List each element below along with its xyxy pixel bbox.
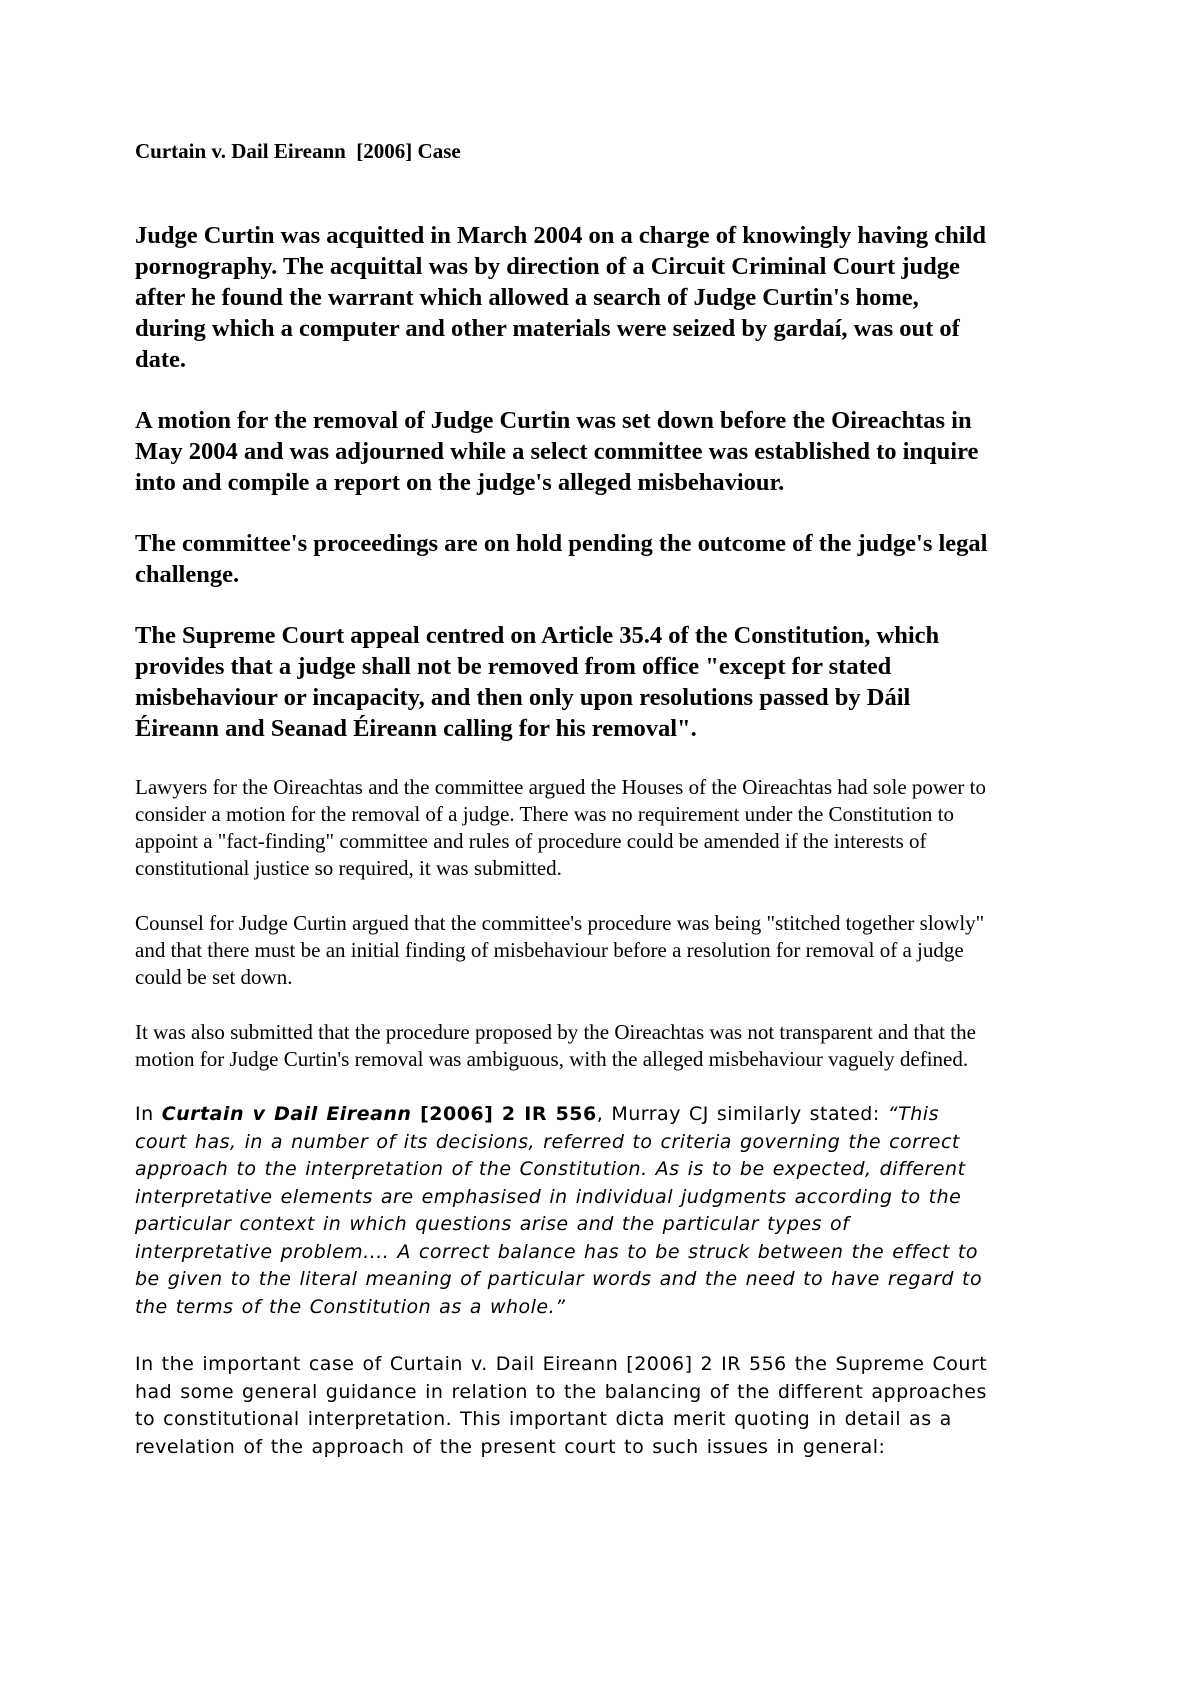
case-name: Curtain v Dail Eireann bbox=[161, 1103, 412, 1125]
paragraph-procedure-transparency: It was also submitted that the procedure proposed by the Oireachtas was not transparent and that the motion for Judge Curtin's removal was ambiguous, with the alleged misbehaviour vaguely defined. bbox=[135, 1020, 976, 1071]
paragraph-supreme-court-appeal: The Supreme Court appeal centred on Article 35.4 of the Constitution, which provides that a judge shall not be removed from office "except for stated misbehaviour or incapacity, and then only upon resolutions passed by Dáil Éireann and Seanad Éireann calling for his removal". bbox=[135, 622, 940, 742]
document-title: Curtain v. Dail Eireann [2006] Case bbox=[135, 139, 461, 163]
paragraph-proceedings-on-hold: The committee's proceedings are on hold pending the outcome of the judge's legal challenge. bbox=[135, 530, 988, 588]
citation-mid-text: , Murray CJ similarly stated: bbox=[596, 1103, 888, 1125]
paragraph-closing-guidance: In the important case of Curtain v. Dail Eireann [2006] 2 IR 556 the Supreme Court had some general guidance in relation to the balancing of the different approaches to constitutional interpretation. This important dicta merit quoting in detail as a revelation of the approach of the present court to such issues in general: bbox=[135, 1353, 988, 1458]
paragraph-oireachtas-lawyers: Lawyers for the Oireachtas and the committee argued the Houses of the Oireachtas had sole power to consider a motion for the removal of a judge. There was no requirement under the Constitution to appoint a "fact-finding" committee and rules of procedure could be amended if the interests of constitutional justice so required, it was submitted. bbox=[135, 775, 986, 880]
paragraph-removal-motion: A motion for the removal of Judge Curtin was set down before the Oireachtas in May 2004 and was adjourned while a select committee was established to inquire into and compile a report on the judge's alleged misbehaviour. bbox=[135, 407, 979, 496]
citation-prefix: In bbox=[135, 1103, 162, 1125]
paragraph-acquittal: Judge Curtin was acquitted in March 2004 on a charge of knowingly having child pornography. The acquittal was by direction of a Circuit Criminal Court judge after he found the warrant which allowed a search of Judge Curtin's home, during which a computer and other materials were seized by gardaí, was out of date. bbox=[135, 222, 987, 373]
quote-text: “This court has, in a number of its decisions, referred to criteria governing the correct approach to the interpretation of the Constitution. As is to be expected, different interpretative elements are emphasised in individual judgments according to the particular context in which questions arise and the particular types of interpretative problem.... A correct balance has to be struck between the effect to be given to the literal meaning of particular words and the need to have regard to the terms of the Constitution as a whole.” bbox=[135, 1103, 983, 1318]
citation-ref: [2006] 2 IR 556 bbox=[411, 1103, 597, 1125]
paragraph-curtin-counsel: Counsel for Judge Curtin argued that the committee's procedure was being "stitched together slowly" and that there must be an initial finding of misbehaviour before a resolution for removal of a judge could be set down. bbox=[135, 911, 985, 989]
paragraph-murray-cj-quote bbox=[135, 1101, 988, 1321]
